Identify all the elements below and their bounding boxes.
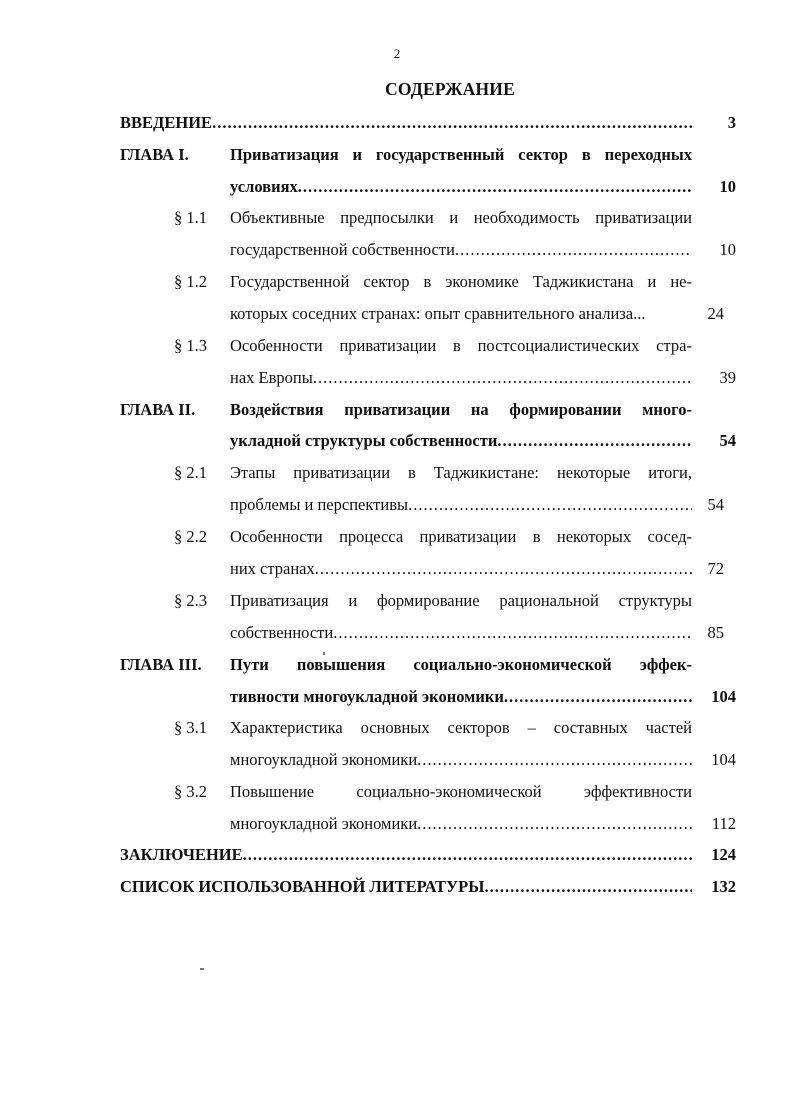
leader-dots — [315, 556, 692, 582]
section-2-3-text: собственности — [230, 623, 334, 642]
scan-speck — [323, 652, 325, 655]
section-2-1-text: проблемы и перспективы — [230, 495, 409, 514]
page-number: 2 — [393, 46, 401, 61]
leader-dots — [455, 237, 692, 263]
section-1-2-line1[interactable]: Государственной сектор в экономике Таджикистана и не- — [230, 272, 692, 291]
chapter2-title-line1[interactable]: Воздействия приватизации на формировании много- — [230, 400, 692, 419]
section-1-1-line2[interactable] — [230, 237, 692, 263]
section-3-2-text: многоукладной экономики — [230, 814, 418, 833]
leader-dots — [497, 428, 692, 454]
leader-dots — [417, 747, 692, 773]
section-2-1-page: 54 — [707, 495, 724, 514]
toc-conclusion-label: ЗАКЛЮЧЕНИЕ — [120, 845, 243, 864]
chapter1-title-text: условиях — [230, 177, 298, 196]
toc-conclusion[interactable] — [120, 842, 692, 868]
leader-dots — [333, 620, 692, 646]
section-1-1-line1[interactable]: Объективные предпосылки и необходимость приватизации — [230, 208, 692, 227]
leader-dots — [212, 110, 692, 136]
chapter2-label: ГЛАВА II. — [120, 400, 196, 419]
section-2-3-page: 85 — [707, 623, 724, 642]
toc-bibliography-label: СПИСОК ИСПОЛЬЗОВАННОЙ ЛИТЕРАТУРЫ — [120, 877, 485, 896]
section-3-2-marker: § 3.2 — [174, 782, 207, 801]
toc-bibliography[interactable] — [120, 874, 692, 900]
leader-dots — [484, 874, 692, 900]
chapter1-title-line2[interactable] — [230, 174, 692, 200]
section-1-3-line2[interactable] — [230, 365, 692, 391]
section-1-1-page: 10 — [719, 240, 736, 259]
section-1-3-line1[interactable]: Особенности приватизации в постсоциалистических стра- — [230, 336, 692, 355]
leader-dots — [408, 492, 692, 518]
leader-dots — [243, 842, 692, 868]
section-2-2-line1[interactable]: Особенности процесса приватизации в некоторых сосед- — [230, 527, 692, 546]
chapter3-title-line1[interactable]: Пути повышения социально-экономической эффек- — [230, 655, 692, 674]
section-3-1-marker: § 3.1 — [174, 718, 207, 737]
section-1-1-text: государственной собственности — [230, 240, 455, 259]
section-2-2-line2[interactable] — [230, 556, 692, 582]
toc-bibliography-page: 132 — [711, 877, 736, 896]
section-2-3-line1[interactable]: Приватизация и формирование рациональной структуры — [230, 591, 692, 610]
section-2-3-line2[interactable] — [230, 620, 692, 646]
section-1-3-marker: § 1.3 — [174, 336, 207, 355]
chapter2-title-line2[interactable] — [230, 428, 692, 454]
section-1-3-page: 39 — [719, 368, 736, 387]
scan-speck — [200, 968, 204, 970]
toc-conclusion-page: 124 — [711, 845, 736, 864]
section-1-2-page: 24 — [707, 304, 724, 323]
section-1-3-text: нах Европы — [230, 368, 313, 387]
section-3-1-line2[interactable] — [230, 747, 692, 773]
leader-dots — [313, 365, 692, 391]
section-2-1-marker: § 2.1 — [174, 463, 207, 482]
section-2-2-marker: § 2.2 — [174, 527, 207, 546]
section-1-1-marker: § 1.1 — [174, 208, 207, 227]
section-3-1-line1[interactable]: Характеристика основных секторов – составных частей — [230, 718, 692, 737]
toc-introduction-label: ВВЕДЕНИЕ — [120, 113, 213, 132]
page-title: СОДЕРЖАНИЕ — [384, 79, 515, 99]
section-2-3-marker: § 2.3 — [174, 591, 207, 610]
toc-introduction[interactable] — [120, 110, 692, 136]
chapter2-page: 54 — [719, 431, 736, 450]
section-2-2-text: них странах — [230, 559, 315, 578]
toc-introduction-page: 3 — [727, 113, 736, 132]
section-3-2-page: 112 — [711, 814, 736, 833]
section-3-2-line2[interactable] — [230, 811, 692, 837]
section-2-2-page: 72 — [707, 559, 724, 578]
section-3-1-page: 104 — [711, 750, 736, 769]
leader-dots — [417, 811, 692, 837]
leader-dots — [504, 684, 692, 710]
section-2-1-line1[interactable]: Этапы приватизации в Таджикистане: некоторые итоги, — [230, 463, 692, 482]
leader-dots — [298, 174, 692, 200]
chapter3-page: 104 — [711, 687, 736, 706]
section-3-2-line1[interactable]: Повышение социально-экономической эффективности — [230, 782, 692, 801]
chapter3-title-line2[interactable] — [230, 684, 692, 710]
chapter1-title-line1[interactable]: Приватизация и государственный сектор в переходных — [230, 145, 692, 164]
chapter2-title-text: укладной структуры собственности — [230, 431, 498, 450]
chapter1-label: ГЛАВА I. — [120, 145, 189, 164]
section-3-1-text: многоукладной экономики — [230, 750, 418, 769]
section-1-2-marker: § 1.2 — [174, 272, 207, 291]
chapter3-title-text: тивности многоукладной экономики — [230, 687, 504, 706]
section-2-1-line2[interactable] — [230, 492, 692, 518]
chapter3-label: ГЛАВА III. — [120, 655, 202, 674]
chapter1-page: 10 — [719, 177, 736, 196]
section-1-2-line2[interactable]: которых соседних странах: опыт сравнительного анализа... — [230, 304, 646, 323]
